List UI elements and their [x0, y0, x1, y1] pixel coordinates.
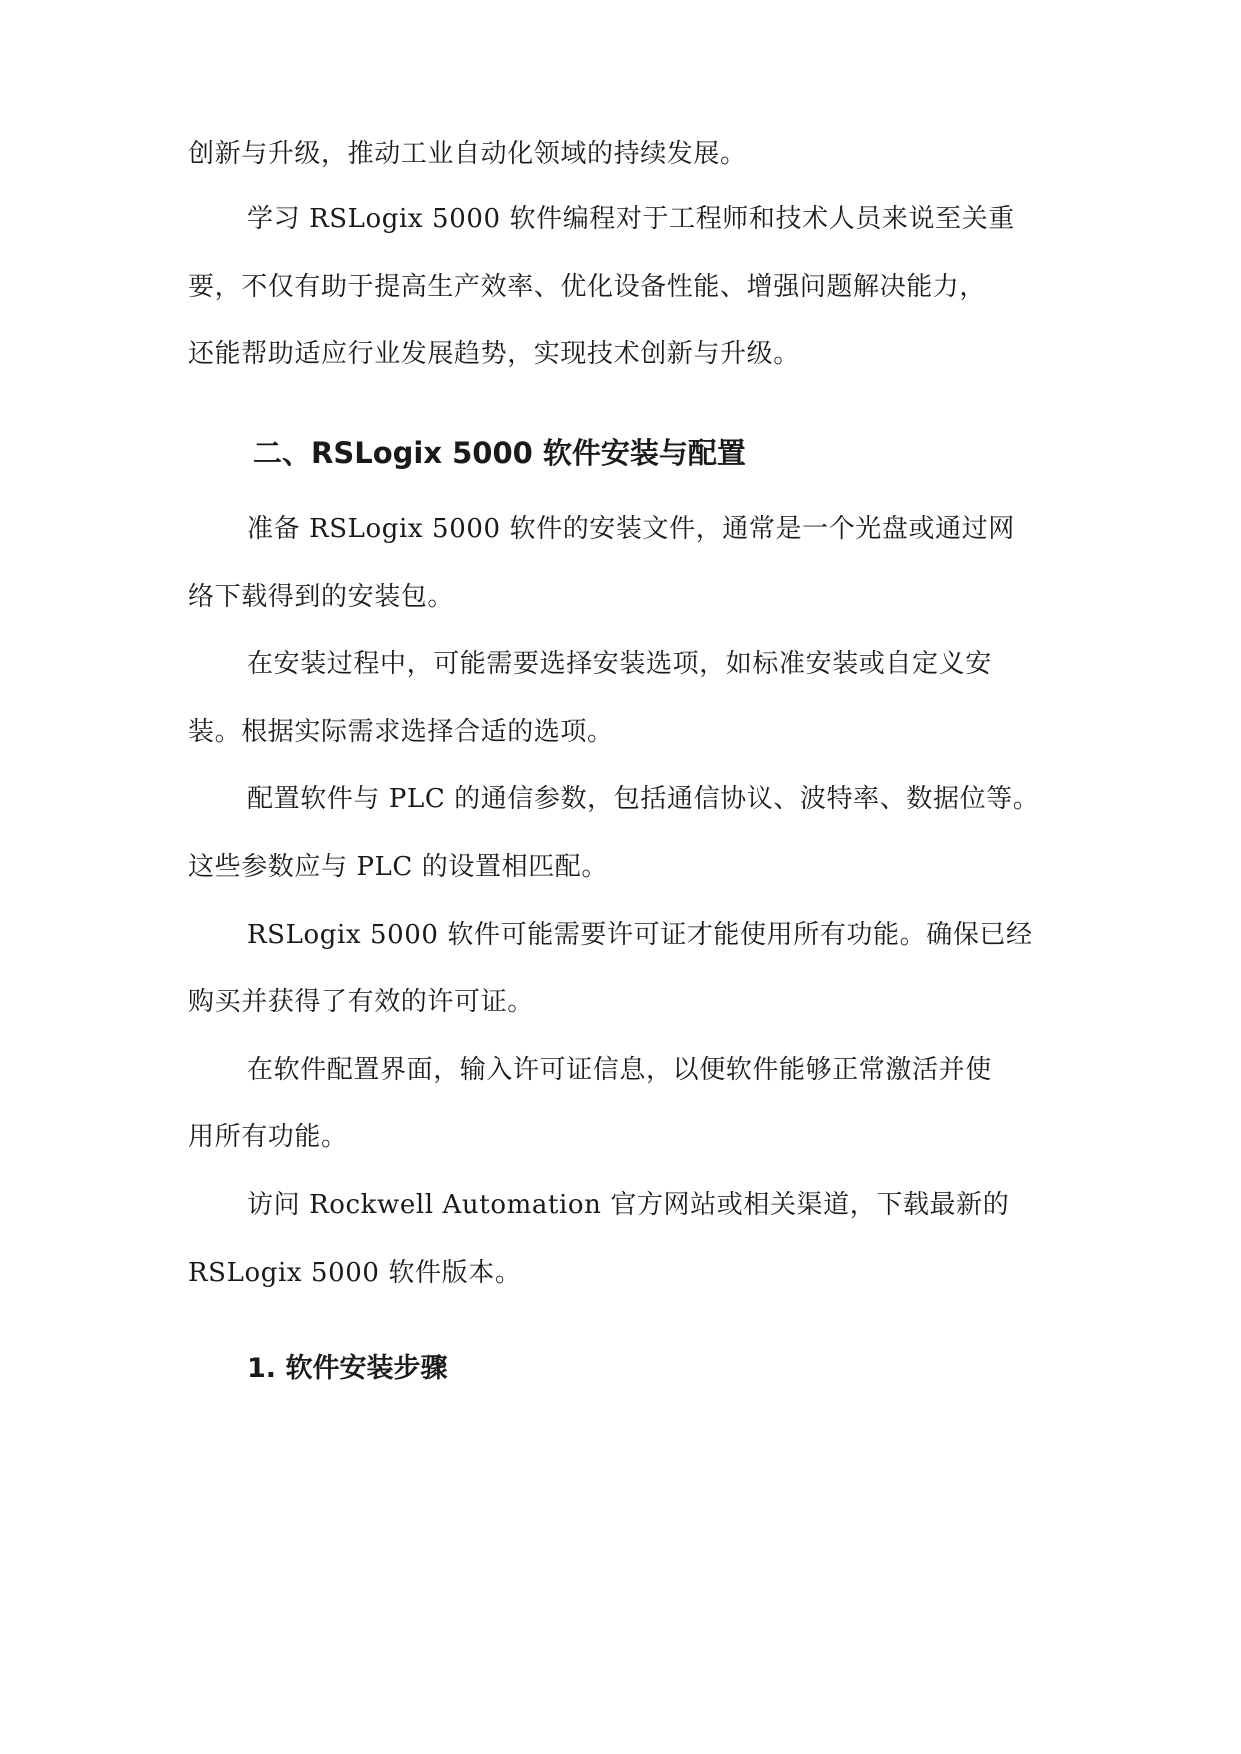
paragraph-line: 学习 RSLogix 5000 软件编程对于工程师和技术人员来说至关重 — [247, 204, 1015, 234]
paragraph-line: 络下载得到的安装包。 — [188, 582, 455, 612]
paragraph-line: 要，不仅有助于提高生产效率、优化设备性能、增强问题解决能力， — [188, 272, 987, 302]
paragraph-line: 这些参数应与 PLC 的设置相匹配。 — [188, 852, 608, 882]
paragraph-line: 购买并获得了有效的许可证。 — [188, 987, 534, 1017]
paragraph-line: RSLogix 5000 软件版本。 — [188, 1258, 522, 1288]
section-heading: 二、RSLogix 5000 软件安装与配置 — [253, 436, 746, 470]
paragraph-line: 创新与升级，推动工业自动化领域的持续发展。 — [188, 139, 747, 169]
paragraph-line: 访问 Rockwell Automation 官方网站或相关渠道，下载最新的 — [247, 1190, 1010, 1220]
paragraph-line: 在安装过程中，可能需要选择安装选项，如标准安装或自定义安 — [247, 649, 992, 679]
paragraph-line: RSLogix 5000 软件可能需要许可证才能使用所有功能。确保已经 — [247, 920, 1033, 950]
subsection-heading: 1. 软件安装步骤 — [247, 1353, 448, 1384]
paragraph-line: 在软件配置界面，输入许可证信息，以便软件能够正常激活并使 — [247, 1055, 992, 1085]
paragraph-line: 准备 RSLogix 5000 软件的安装文件，通常是一个光盘或通过网 — [247, 514, 1015, 544]
paragraph-line: 装。根据实际需求选择合适的选项。 — [188, 717, 614, 747]
paragraph-line: 还能帮助适应行业发展趋势，实现技术创新与升级。 — [188, 339, 800, 369]
paragraph-line: 配置软件与 PLC 的通信参数，包括通信协议、波特率、数据位等。 — [247, 784, 1040, 814]
paragraph-line: 用所有功能。 — [188, 1122, 348, 1152]
